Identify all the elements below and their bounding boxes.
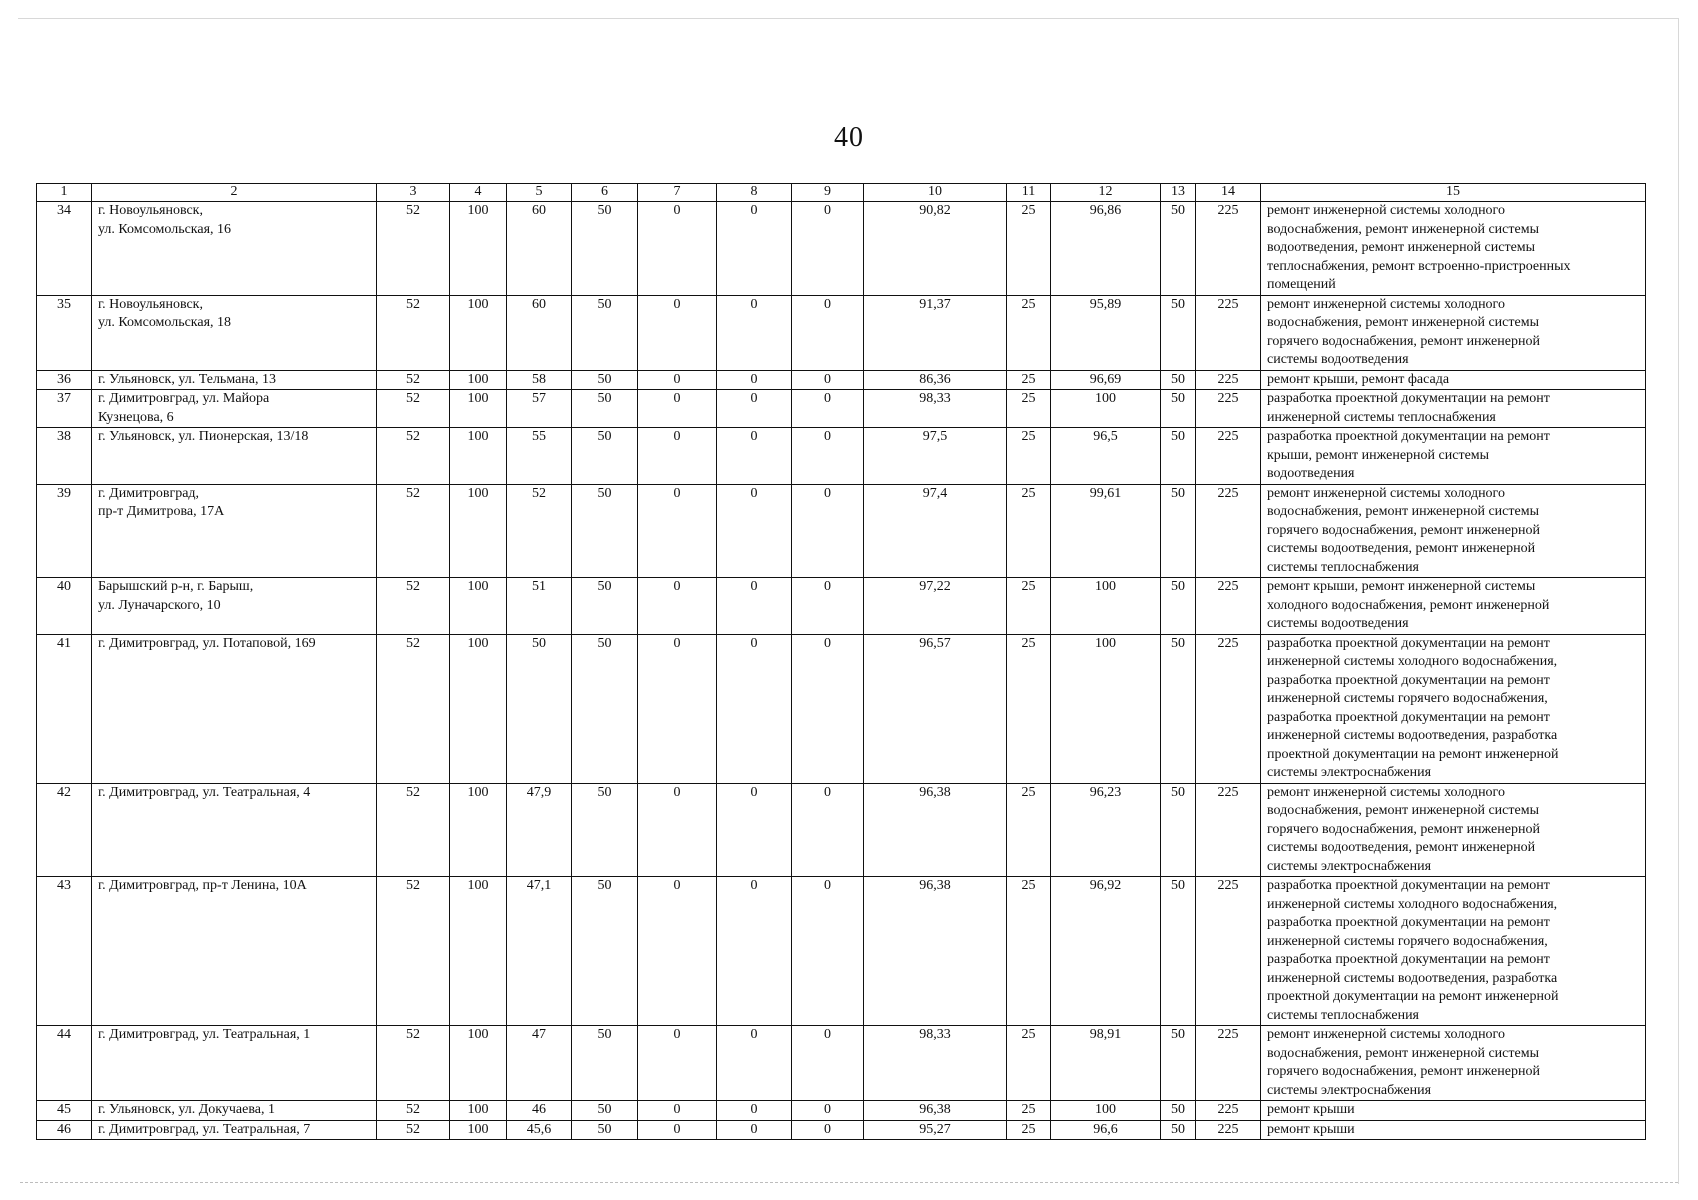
address-line: г. Димитровград, ул. Театральная, 1 [98, 1027, 311, 1042]
value-cell-c6: 50 [572, 202, 638, 296]
value-cell-c14: 225 [1196, 428, 1261, 485]
work-line: водоснабжения, ремонт инженерной системы [1267, 315, 1539, 330]
value-cell-c5: 47 [507, 1026, 572, 1101]
value-cell-c4: 100 [450, 484, 507, 578]
value-cell-c13: 50 [1161, 634, 1196, 783]
value-cell-c10: 96,38 [864, 877, 1007, 1026]
address-line: пр-т Димитрова, 17А [98, 504, 225, 519]
work-line: системы водоотведения [1267, 616, 1409, 631]
work-line: водоотведения [1267, 466, 1355, 481]
value-cell-c10: 98,33 [864, 390, 1007, 428]
work-line: теплоснабжения, ремонт встроенно-пристроенных [1267, 258, 1571, 274]
work-line: водоснабжения, ремонт инженерной системы [1267, 1045, 1539, 1061]
value-cell-c5: 60 [507, 202, 572, 296]
value-cell-c14: 225 [1196, 578, 1261, 635]
value-cell-c11: 25 [1007, 1026, 1051, 1101]
value-cell-c12: 96,23 [1051, 783, 1161, 877]
header-cell: 13 [1161, 184, 1196, 202]
value-cell-c10: 96,38 [864, 1101, 1007, 1121]
value-cell-c14: 225 [1196, 1101, 1261, 1121]
value-cell-c12: 99,61 [1051, 484, 1161, 578]
work-line: инженерной системы горячего водоснабжения, [1267, 933, 1548, 949]
value-cell-c8: 0 [717, 578, 792, 635]
value-cell-c14: 225 [1196, 295, 1261, 370]
work-line: инженерной системы теплоснабжения [1267, 409, 1496, 425]
work-description-cell [1261, 783, 1646, 877]
value-cell-c5: 57 [507, 390, 572, 428]
value-cell-c13: 50 [1161, 877, 1196, 1026]
value-cell-c7: 0 [638, 1120, 717, 1140]
work-line: системы электроснабжения [1267, 765, 1432, 780]
address-line: ул. Луначарского, 10 [98, 597, 221, 613]
work-description-cell [1261, 1026, 1646, 1101]
value-cell-c11: 25 [1007, 1120, 1051, 1140]
value-cell-c3: 52 [377, 578, 450, 635]
value-cell-c11: 25 [1007, 370, 1051, 390]
value-cell-c11: 25 [1007, 428, 1051, 485]
table-body [37, 184, 1646, 1140]
value-cell-c4: 100 [450, 783, 507, 877]
value-cell-c5: 52 [507, 484, 572, 578]
work-line: инженерной системы водоотведения, разработка [1267, 728, 1558, 743]
value-cell-c7: 0 [638, 1026, 717, 1101]
table-row [37, 634, 1646, 783]
value-cell-c6: 50 [572, 578, 638, 635]
value-cell-c8: 0 [717, 1026, 792, 1101]
row-number: 37 [37, 390, 92, 428]
value-cell-c5: 47,9 [507, 783, 572, 877]
value-cell-c13: 50 [1161, 390, 1196, 428]
row-number: 42 [37, 783, 92, 877]
address-cell [92, 1101, 377, 1121]
table-row [37, 1101, 1646, 1121]
address-cell [92, 428, 377, 485]
address-line: г. Димитровград, ул. Потаповой, 169 [98, 635, 316, 651]
address-cell [92, 578, 377, 635]
value-cell-c12: 95,89 [1051, 295, 1161, 370]
value-cell-c6: 50 [572, 783, 638, 877]
value-cell-c9: 0 [792, 390, 864, 428]
address-cell [92, 370, 377, 390]
value-cell-c8: 0 [717, 783, 792, 877]
value-cell-c6: 50 [572, 634, 638, 783]
work-line: ремонт крыши [1267, 1102, 1355, 1117]
value-cell-c9: 0 [792, 484, 864, 578]
value-cell-c5: 47,1 [507, 877, 572, 1026]
address-line: ул. Комсомольская, 16 [98, 221, 232, 237]
header-cell: 15 [1261, 184, 1646, 202]
value-cell-c9: 0 [792, 783, 864, 877]
header-cell: 6 [572, 184, 638, 202]
value-cell-c8: 0 [717, 634, 792, 783]
value-cell-c6: 50 [572, 1026, 638, 1101]
value-cell-c12: 100 [1051, 634, 1161, 783]
address-cell [92, 1026, 377, 1101]
value-cell-c4: 100 [450, 877, 507, 1026]
value-cell-c14: 225 [1196, 484, 1261, 578]
value-cell-c6: 50 [572, 1120, 638, 1140]
work-line: разработка проектной документации на ремонт [1267, 391, 1550, 406]
value-cell-c4: 100 [450, 295, 507, 370]
work-description-cell [1261, 428, 1646, 485]
row-number: 39 [37, 484, 92, 578]
page-bottom-edge [20, 1182, 1678, 1183]
value-cell-c3: 52 [377, 783, 450, 877]
value-cell-c10: 95,27 [864, 1120, 1007, 1140]
row-number: 45 [37, 1101, 92, 1121]
header-cell: 7 [638, 184, 717, 202]
value-cell-c7: 0 [638, 390, 717, 428]
work-line: инженерной системы водоотведения, разработка [1267, 970, 1558, 986]
value-cell-c5: 58 [507, 370, 572, 390]
work-line: ремонт инженерной системы холодного [1267, 203, 1505, 218]
address-line: г. Ульяновск, ул. Тельмана, 13 [98, 371, 277, 387]
value-cell-c12: 96,86 [1051, 202, 1161, 296]
work-line: ремонт инженерной системы холодного [1267, 485, 1505, 501]
value-cell-c12: 96,6 [1051, 1120, 1161, 1140]
header-cell: 11 [1007, 184, 1051, 202]
value-cell-c13: 50 [1161, 484, 1196, 578]
row-number: 38 [37, 428, 92, 485]
value-cell-c14: 225 [1196, 1026, 1261, 1101]
value-cell-c5: 46 [507, 1101, 572, 1121]
value-cell-c4: 100 [450, 578, 507, 635]
value-cell-c9: 0 [792, 877, 864, 1026]
value-cell-c9: 0 [792, 634, 864, 783]
value-cell-c5: 60 [507, 295, 572, 370]
table-row [37, 202, 1646, 296]
work-line: холодного водоснабжения, ремонт инженерной [1267, 597, 1550, 613]
work-line: системы теплоснабжения [1267, 559, 1419, 575]
address-cell [92, 783, 377, 877]
value-cell-c8: 0 [717, 428, 792, 485]
value-cell-c3: 52 [377, 1120, 450, 1140]
address-line: Кузнецова, 6 [98, 409, 174, 425]
value-cell-c4: 100 [450, 1120, 507, 1140]
value-cell-c13: 50 [1161, 1026, 1196, 1101]
address-line: Барышский р-н, г. Барыш, [98, 579, 254, 594]
value-cell-c8: 0 [717, 1120, 792, 1140]
work-line: системы электроснабжения [1267, 858, 1432, 874]
work-line: водоснабжения, ремонт инженерной системы [1267, 221, 1539, 237]
value-cell-c9: 0 [792, 578, 864, 635]
value-cell-c3: 52 [377, 295, 450, 370]
value-cell-c9: 0 [792, 295, 864, 370]
address-line: г. Новоульяновск, [98, 203, 203, 218]
value-cell-c10: 97,22 [864, 578, 1007, 635]
address-cell [92, 634, 377, 783]
value-cell-c3: 52 [377, 634, 450, 783]
address-line: г. Димитровград, ул. Театральная, 4 [98, 784, 311, 800]
value-cell-c14: 225 [1196, 783, 1261, 877]
work-line: ремонт крыши, ремонт инженерной системы [1267, 579, 1536, 594]
row-number: 46 [37, 1120, 92, 1140]
work-line: ремонт крыши, ремонт фасада [1267, 371, 1450, 387]
value-cell-c13: 50 [1161, 1101, 1196, 1121]
row-number: 35 [37, 295, 92, 370]
value-cell-c7: 0 [638, 202, 717, 296]
value-cell-c8: 0 [717, 1101, 792, 1121]
value-cell-c9: 0 [792, 1101, 864, 1121]
work-line: системы водоотведения, ремонт инженерной [1267, 840, 1536, 855]
table-row [37, 1026, 1646, 1101]
work-description-cell [1261, 578, 1646, 635]
address-line: г. Димитровград, ул. Театральная, 7 [98, 1121, 311, 1137]
address-line: г. Новоульяновск, [98, 296, 203, 312]
work-line: системы водоотведения [1267, 352, 1409, 367]
value-cell-c14: 225 [1196, 1120, 1261, 1140]
row-number: 44 [37, 1026, 92, 1101]
work-line: ремонт крыши [1267, 1121, 1355, 1137]
address-line: г. Димитровград, ул. Майора [98, 391, 270, 406]
header-row [37, 184, 1646, 202]
value-cell-c10: 96,38 [864, 783, 1007, 877]
header-cell: 10 [864, 184, 1007, 202]
value-cell-c7: 0 [638, 578, 717, 635]
value-cell-c14: 225 [1196, 390, 1261, 428]
work-line: крыши, ремонт инженерной системы [1267, 447, 1490, 463]
value-cell-c3: 52 [377, 1026, 450, 1101]
header-cell: 4 [450, 184, 507, 202]
work-description-cell [1261, 390, 1646, 428]
work-line: ремонт инженерной системы холодного [1267, 1027, 1505, 1042]
value-cell-c13: 50 [1161, 428, 1196, 485]
header-cell: 3 [377, 184, 450, 202]
value-cell-c5: 45,6 [507, 1120, 572, 1140]
work-line: инженерной системы холодного водоснабжения, [1267, 654, 1558, 669]
value-cell-c4: 100 [450, 370, 507, 390]
row-number: 40 [37, 578, 92, 635]
value-cell-c11: 25 [1007, 390, 1051, 428]
work-line: водоснабжения, ремонт инженерной системы [1267, 803, 1539, 818]
value-cell-c4: 100 [450, 202, 507, 296]
page-number: 40 [834, 122, 864, 153]
table-row [37, 578, 1646, 635]
value-cell-c5: 51 [507, 578, 572, 635]
value-cell-c6: 50 [572, 428, 638, 485]
row-number: 34 [37, 202, 92, 296]
work-description-cell [1261, 877, 1646, 1026]
value-cell-c10: 97,5 [864, 428, 1007, 485]
value-cell-c7: 0 [638, 783, 717, 877]
value-cell-c6: 50 [572, 1101, 638, 1121]
value-cell-c12: 96,5 [1051, 428, 1161, 485]
value-cell-c7: 0 [638, 877, 717, 1026]
value-cell-c4: 100 [450, 1026, 507, 1101]
work-line: инженерной системы холодного водоснабжения, [1267, 896, 1558, 912]
value-cell-c12: 96,92 [1051, 877, 1161, 1026]
value-cell-c7: 0 [638, 484, 717, 578]
value-cell-c11: 25 [1007, 877, 1051, 1026]
work-line: помещений [1267, 277, 1336, 292]
value-cell-c4: 100 [450, 634, 507, 783]
work-line: водоотведения, ремонт инженерной системы [1267, 240, 1536, 255]
value-cell-c10: 90,82 [864, 202, 1007, 296]
value-cell-c11: 25 [1007, 295, 1051, 370]
work-line: разработка проектной документации на ремонт [1267, 915, 1550, 930]
work-line: проектной документации на ремонт инженерной [1267, 989, 1559, 1004]
value-cell-c8: 0 [717, 390, 792, 428]
value-cell-c13: 50 [1161, 578, 1196, 635]
address-line: ул. Комсомольская, 18 [98, 315, 232, 330]
table-row [37, 1120, 1646, 1140]
work-line: системы водоотведения, ремонт инженерной [1267, 541, 1536, 556]
value-cell-c10: 97,4 [864, 484, 1007, 578]
table-row [37, 484, 1646, 578]
table-row [37, 295, 1646, 370]
work-line: разработка проектной документации на ремонт [1267, 672, 1550, 688]
header-cell: 8 [717, 184, 792, 202]
value-cell-c7: 0 [638, 370, 717, 390]
data-table [36, 183, 1646, 1140]
value-cell-c9: 0 [792, 428, 864, 485]
header-cell: 9 [792, 184, 864, 202]
value-cell-c8: 0 [717, 484, 792, 578]
table-row [37, 783, 1646, 877]
value-cell-c6: 50 [572, 295, 638, 370]
value-cell-c9: 0 [792, 370, 864, 390]
address-line: г. Димитровград, пр-т Ленина, 10А [98, 878, 307, 893]
work-line: ремонт инженерной системы холодного [1267, 784, 1505, 800]
value-cell-c7: 0 [638, 634, 717, 783]
value-cell-c3: 52 [377, 484, 450, 578]
value-cell-c14: 225 [1196, 877, 1261, 1026]
value-cell-c9: 0 [792, 202, 864, 296]
work-line: проектной документации на ремонт инженерной [1267, 746, 1559, 762]
row-number: 43 [37, 877, 92, 1026]
value-cell-c6: 50 [572, 370, 638, 390]
value-cell-c11: 25 [1007, 634, 1051, 783]
address-cell [92, 877, 377, 1026]
address-cell [92, 390, 377, 428]
header-cell: 1 [37, 184, 92, 202]
work-line: горячего водоснабжения, ремонт инженерной [1267, 821, 1540, 837]
address-line: г. Ульяновск, ул. Пионерская, 13/18 [98, 429, 309, 444]
value-cell-c10: 98,33 [864, 1026, 1007, 1101]
value-cell-c12: 96,69 [1051, 370, 1161, 390]
value-cell-c4: 100 [450, 1101, 507, 1121]
value-cell-c14: 225 [1196, 370, 1261, 390]
work-line: разработка проектной документации на ремонт [1267, 709, 1550, 725]
value-cell-c6: 50 [572, 877, 638, 1026]
value-cell-c13: 50 [1161, 202, 1196, 296]
row-number: 41 [37, 634, 92, 783]
value-cell-c10: 86,36 [864, 370, 1007, 390]
header-cell: 12 [1051, 184, 1161, 202]
table-row [37, 370, 1646, 390]
work-line: разработка проектной документации на ремонт [1267, 429, 1550, 444]
value-cell-c8: 0 [717, 370, 792, 390]
work-line: инженерной системы горячего водоснабжения, [1267, 691, 1548, 706]
value-cell-c6: 50 [572, 390, 638, 428]
value-cell-c3: 52 [377, 1101, 450, 1121]
value-cell-c11: 25 [1007, 783, 1051, 877]
address-cell [92, 295, 377, 370]
value-cell-c13: 50 [1161, 370, 1196, 390]
address-cell [92, 484, 377, 578]
work-line: разработка проектной документации на ремонт [1267, 878, 1550, 893]
work-line: горячего водоснабжения, ремонт инженерной [1267, 333, 1540, 349]
work-line: разработка проектной документации на ремонт [1267, 635, 1550, 651]
address-cell [92, 1120, 377, 1140]
value-cell-c9: 0 [792, 1026, 864, 1101]
value-cell-c12: 100 [1051, 390, 1161, 428]
value-cell-c5: 50 [507, 634, 572, 783]
work-line: разработка проектной документации на ремонт [1267, 952, 1550, 967]
value-cell-c11: 25 [1007, 578, 1051, 635]
address-cell [92, 202, 377, 296]
table-row [37, 428, 1646, 485]
work-description-cell [1261, 484, 1646, 578]
value-cell-c4: 100 [450, 428, 507, 485]
value-cell-c11: 25 [1007, 484, 1051, 578]
header-cell: 14 [1196, 184, 1261, 202]
value-cell-c11: 25 [1007, 202, 1051, 296]
value-cell-c13: 50 [1161, 295, 1196, 370]
address-line: г. Димитровград, [98, 485, 200, 501]
value-cell-c3: 52 [377, 428, 450, 485]
value-cell-c7: 0 [638, 428, 717, 485]
value-cell-c8: 0 [717, 202, 792, 296]
header-cell: 2 [92, 184, 377, 202]
value-cell-c14: 225 [1196, 634, 1261, 783]
work-line: горячего водоснабжения, ремонт инженерной [1267, 1064, 1540, 1079]
work-description-cell [1261, 370, 1646, 390]
table-row [37, 390, 1646, 428]
header-cell: 5 [507, 184, 572, 202]
value-cell-c12: 100 [1051, 578, 1161, 635]
work-line: водоснабжения, ремонт инженерной системы [1267, 504, 1539, 519]
work-line: системы теплоснабжения [1267, 1007, 1419, 1023]
work-line: ремонт инженерной системы холодного [1267, 296, 1505, 312]
value-cell-c13: 50 [1161, 783, 1196, 877]
value-cell-c10: 91,37 [864, 295, 1007, 370]
value-cell-c3: 52 [377, 202, 450, 296]
value-cell-c7: 0 [638, 295, 717, 370]
work-description-cell [1261, 1120, 1646, 1140]
value-cell-c6: 50 [572, 484, 638, 578]
value-cell-c9: 0 [792, 1120, 864, 1140]
value-cell-c11: 25 [1007, 1101, 1051, 1121]
work-line: системы электроснабжения [1267, 1082, 1432, 1098]
work-line: горячего водоснабжения, ремонт инженерной [1267, 522, 1540, 538]
value-cell-c13: 50 [1161, 1120, 1196, 1140]
value-cell-c3: 52 [377, 877, 450, 1026]
work-description-cell [1261, 1101, 1646, 1121]
work-description-cell [1261, 202, 1646, 296]
value-cell-c14: 225 [1196, 202, 1261, 296]
work-description-cell [1261, 295, 1646, 370]
value-cell-c7: 0 [638, 1101, 717, 1121]
value-cell-c4: 100 [450, 390, 507, 428]
row-number: 36 [37, 370, 92, 390]
value-cell-c3: 52 [377, 370, 450, 390]
value-cell-c12: 98,91 [1051, 1026, 1161, 1101]
value-cell-c3: 52 [377, 390, 450, 428]
table-row [37, 877, 1646, 1026]
value-cell-c8: 0 [717, 877, 792, 1026]
value-cell-c5: 55 [507, 428, 572, 485]
value-cell-c12: 100 [1051, 1101, 1161, 1121]
value-cell-c8: 0 [717, 295, 792, 370]
address-line: г. Ульяновск, ул. Докучаева, 1 [98, 1102, 275, 1117]
value-cell-c10: 96,57 [864, 634, 1007, 783]
work-description-cell [1261, 634, 1646, 783]
